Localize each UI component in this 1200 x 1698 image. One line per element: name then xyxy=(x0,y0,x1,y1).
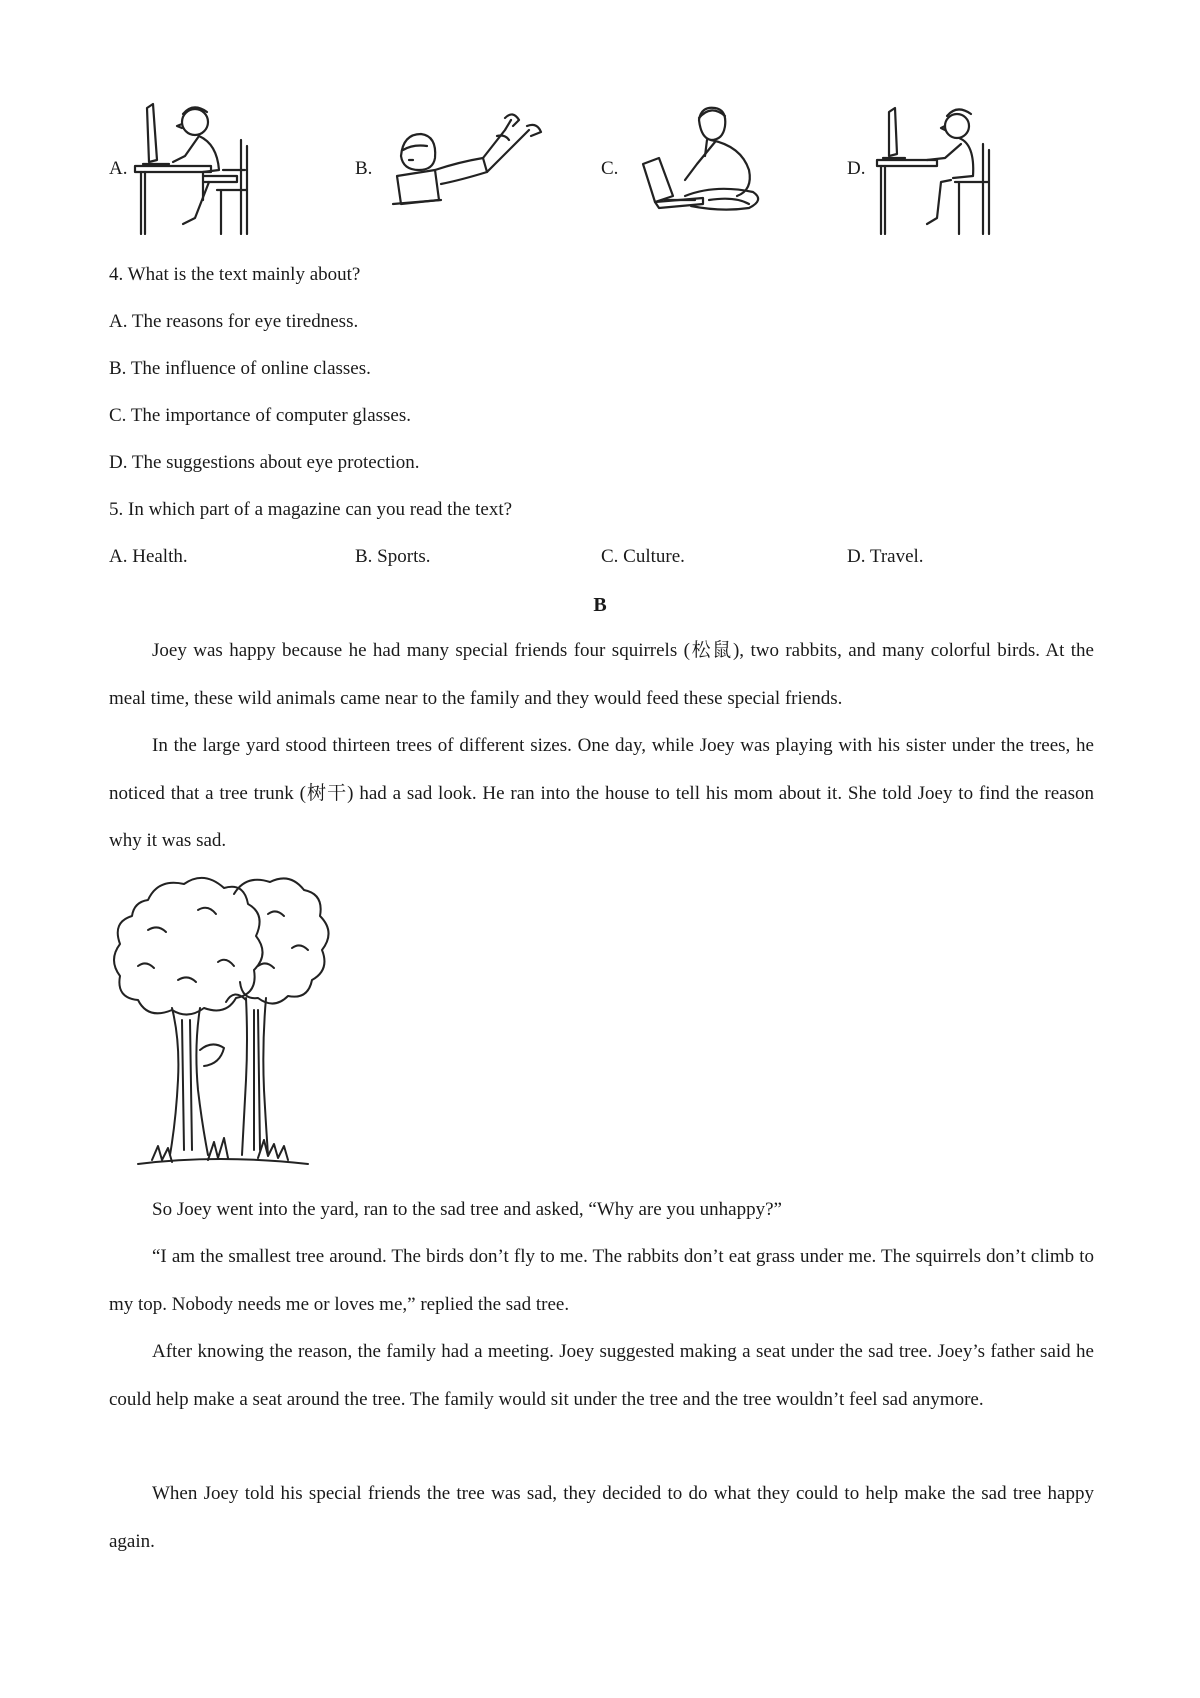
q5-options xyxy=(109,547,1109,569)
q5-option-b[interactable]: B. Sports. xyxy=(355,546,431,567)
option-letter: D. xyxy=(847,158,866,179)
q3-option-d[interactable] xyxy=(847,100,1047,240)
q4-option-b[interactable]: B. The influence of online classes. xyxy=(109,358,371,379)
q5-option-c[interactable]: C. Culture. xyxy=(601,546,685,567)
person-sitting-close-to-computer-icon xyxy=(133,100,283,235)
q3-picture-options xyxy=(109,100,1109,240)
passage-paragraph-2: In the large yard stood thirteen trees of different sizes. One day, while Joey was playing with his sister under the trees, he noticed that a tree trunk (树干) had a sad look. He ran into the house to tell his mom about it. She told Joey to find the reason why it was sad. xyxy=(109,735,1094,851)
q4-option-a[interactable]: A. The reasons for eye tiredness. xyxy=(109,311,359,332)
person-sitting-upright-at-computer-icon xyxy=(875,100,1005,235)
q4-question: 4. What is the text mainly about? xyxy=(109,264,361,285)
q4-option-c[interactable]: C. The importance of computer glasses. xyxy=(109,405,411,426)
person-lying-on-floor-with-laptop-icon xyxy=(379,100,549,220)
q5-option-a[interactable]: A. Health. xyxy=(109,546,188,567)
q3-option-b[interactable] xyxy=(355,100,575,240)
q3-option-c[interactable] xyxy=(601,100,821,240)
section-heading: B xyxy=(593,594,607,616)
option-letter: C. xyxy=(601,158,619,179)
passage-paragraph-1: Joey was happy because he had many special friends four squirrels (松鼠), two rabbits, and many colorful birds. At the meal time, these wild animals came near to the family and they would feed these special friends. xyxy=(109,640,1094,709)
person-sitting-on-floor-with-laptop-icon xyxy=(625,100,795,225)
two-trees-illustration-icon xyxy=(108,870,333,1170)
option-letter: A. xyxy=(109,158,128,179)
q5-option-d[interactable]: D. Travel. xyxy=(847,546,924,567)
q3-option-a[interactable] xyxy=(109,100,309,240)
passage-paragraph-5: After knowing the reason, the family had a meeting. Joey suggested making a seat under the sad tree. Joey’s father said he could help make a seat around the tree. The family would sit under the tree and the tree wouldn’t feel sad anymore. xyxy=(109,1341,1094,1410)
passage-paragraph-6: When Joey told his special friends the tree was sad, they decided to do what they could to help make the sad tree happy again. xyxy=(109,1483,1094,1552)
option-letter: B. xyxy=(355,158,373,179)
q5-question: 5. In which part of a magazine can you read the text? xyxy=(109,499,513,520)
passage-paragraph-4: “I am the smallest tree around. The birds don’t fly to me. The rabbits don’t eat grass under me. The squirrels don’t climb to my top. Nobody needs me or loves me,” replied the sad tree. xyxy=(109,1246,1094,1315)
passage-paragraph-3: So Joey went into the yard, ran to the sad tree and asked, “Why are you unhappy?” xyxy=(152,1199,782,1220)
q4-option-d[interactable]: D. The suggestions about eye protection. xyxy=(109,452,420,473)
